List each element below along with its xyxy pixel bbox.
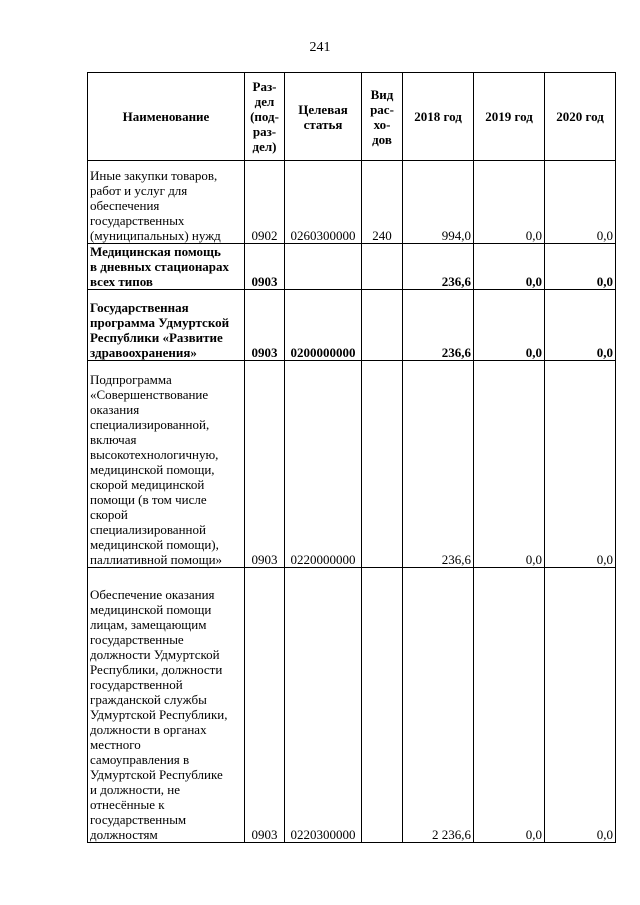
table-row: [88, 161, 616, 244]
table-row: [88, 568, 616, 843]
row-section: 0903: [245, 244, 285, 290]
row-expense-type: [362, 244, 403, 290]
table-row: [88, 361, 616, 568]
row-section: 0903: [245, 290, 285, 361]
row-name: Подпрограмма «Совершенствование оказания специализированной, включая высокотехнологичную, медицинской помощи, скорой медицинской помощи (в том числе скорой специализированной медицинской помощи), паллиативной помощи»: [88, 361, 245, 568]
row-target: 0220300000: [285, 568, 362, 843]
row-2018: 236,6: [403, 290, 474, 361]
row-2018: 236,6: [403, 244, 474, 290]
row-name: Обеспечение оказания медицинской помощи лицам, замещающим государственные должности Удмуртской Республики, должности государственной гражданской службы Удмуртской Республики, должности в органах местного самоуправления в Удмуртской Республике и должности, не отнесённые к государственным должностям: [88, 568, 245, 843]
header-2018: 2018 год: [403, 73, 474, 161]
page-number: 241: [309, 40, 331, 55]
row-target: 0220000000: [285, 361, 362, 568]
row-target: [285, 244, 362, 290]
row-section: 0902: [245, 161, 285, 244]
row-2019: 0,0: [474, 161, 545, 244]
row-2019: 0,0: [474, 290, 545, 361]
header-2019: 2019 год: [474, 73, 545, 161]
row-2020: 0,0: [545, 244, 616, 290]
row-2018: 236,6: [403, 361, 474, 568]
row-2019: 0,0: [474, 244, 545, 290]
header-2020: 2020 год: [545, 73, 616, 161]
row-2020: 0,0: [545, 568, 616, 843]
row-2020: 0,0: [545, 290, 616, 361]
row-2020: 0,0: [545, 361, 616, 568]
row-name: Государственная программа Удмуртской Республики «Развитие здравоохранения»: [88, 290, 245, 361]
row-2020: 0,0: [545, 161, 616, 244]
table-row: [88, 244, 616, 290]
row-expense-type: 240: [362, 161, 403, 244]
row-expense-type: [362, 290, 403, 361]
header-name: Наименование: [88, 73, 245, 161]
header-row: [88, 73, 616, 161]
header-section: Раз- дел (под- раз- дел): [245, 73, 285, 161]
table-row: [88, 290, 616, 361]
header-expense-type: Вид рас- хо- дов: [362, 73, 403, 161]
row-section: 0903: [245, 361, 285, 568]
row-2018: 994,0: [403, 161, 474, 244]
row-target: 0260300000: [285, 161, 362, 244]
row-expense-type: [362, 568, 403, 843]
row-2018: 2 236,6: [403, 568, 474, 843]
row-name: Медицинская помощь в дневных стационарах всех типов: [88, 244, 245, 290]
budget-table: [87, 72, 616, 843]
row-expense-type: [362, 361, 403, 568]
row-target: 0200000000: [285, 290, 362, 361]
row-section: 0903: [245, 568, 285, 843]
row-2019: 0,0: [474, 361, 545, 568]
header-target: Целевая статья: [285, 73, 362, 161]
row-name: Иные закупки товаров, работ и услуг для обеспечения государственных (муниципальных) нужд: [88, 161, 245, 244]
row-2019: 0,0: [474, 568, 545, 843]
